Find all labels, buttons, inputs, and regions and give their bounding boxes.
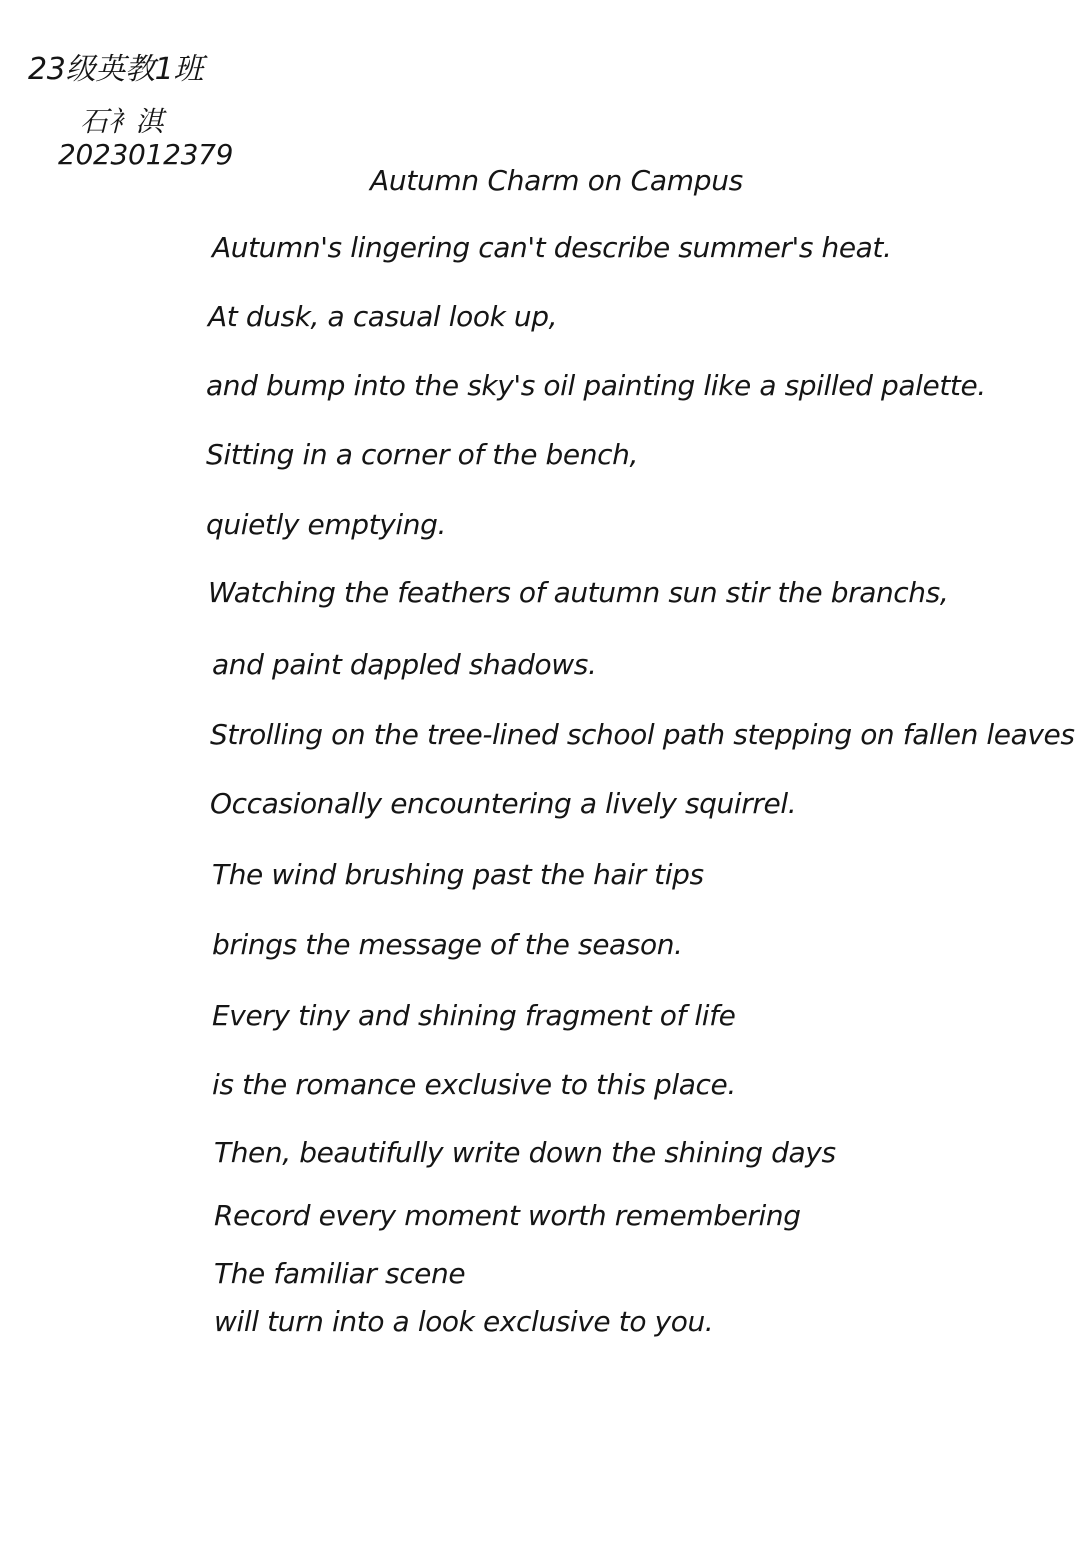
poem-line: and bump into the sky's oil painting like a spilled palette. (206, 369, 986, 402)
poem-line: quietly emptying. (206, 508, 446, 541)
poem-line: The familiar scene (214, 1257, 466, 1290)
poem-line: Sitting in a corner of the bench, (206, 438, 638, 471)
poem-line: Then, beautifully write down the shining days (214, 1136, 836, 1169)
poem-title: Autumn Charm on Campus (370, 164, 743, 197)
poem-line: At dusk, a casual look up, (208, 300, 558, 333)
poem-line: Strolling on the tree-lined school path stepping on fallen leaves (210, 718, 1075, 751)
student-name: 石衤淇 (80, 105, 164, 138)
poem-line: Autumn's lingering can't describe summer's heat. (212, 231, 892, 264)
poem-line: Watching the feathers of autumn sun stir the branchs, (208, 576, 949, 609)
poem-line: Occasionally encountering a lively squirrel. (210, 787, 797, 820)
poem-line: Every tiny and shining fragment of life (212, 999, 736, 1032)
poem-line: and paint dappled shadows. (212, 648, 597, 681)
poem-line: brings the message of the season. (212, 928, 683, 961)
poem-line: will turn into a look exclusive to you. (214, 1305, 714, 1338)
class-info: 23级英教1班 (28, 52, 204, 87)
poem-line: is the romance exclusive to this place. (212, 1068, 736, 1101)
student-id: 2023012379 (58, 138, 234, 171)
poem-line: The wind brushing past the hair tips (212, 858, 704, 891)
poem-line: Record every moment worth remembering (214, 1199, 801, 1232)
